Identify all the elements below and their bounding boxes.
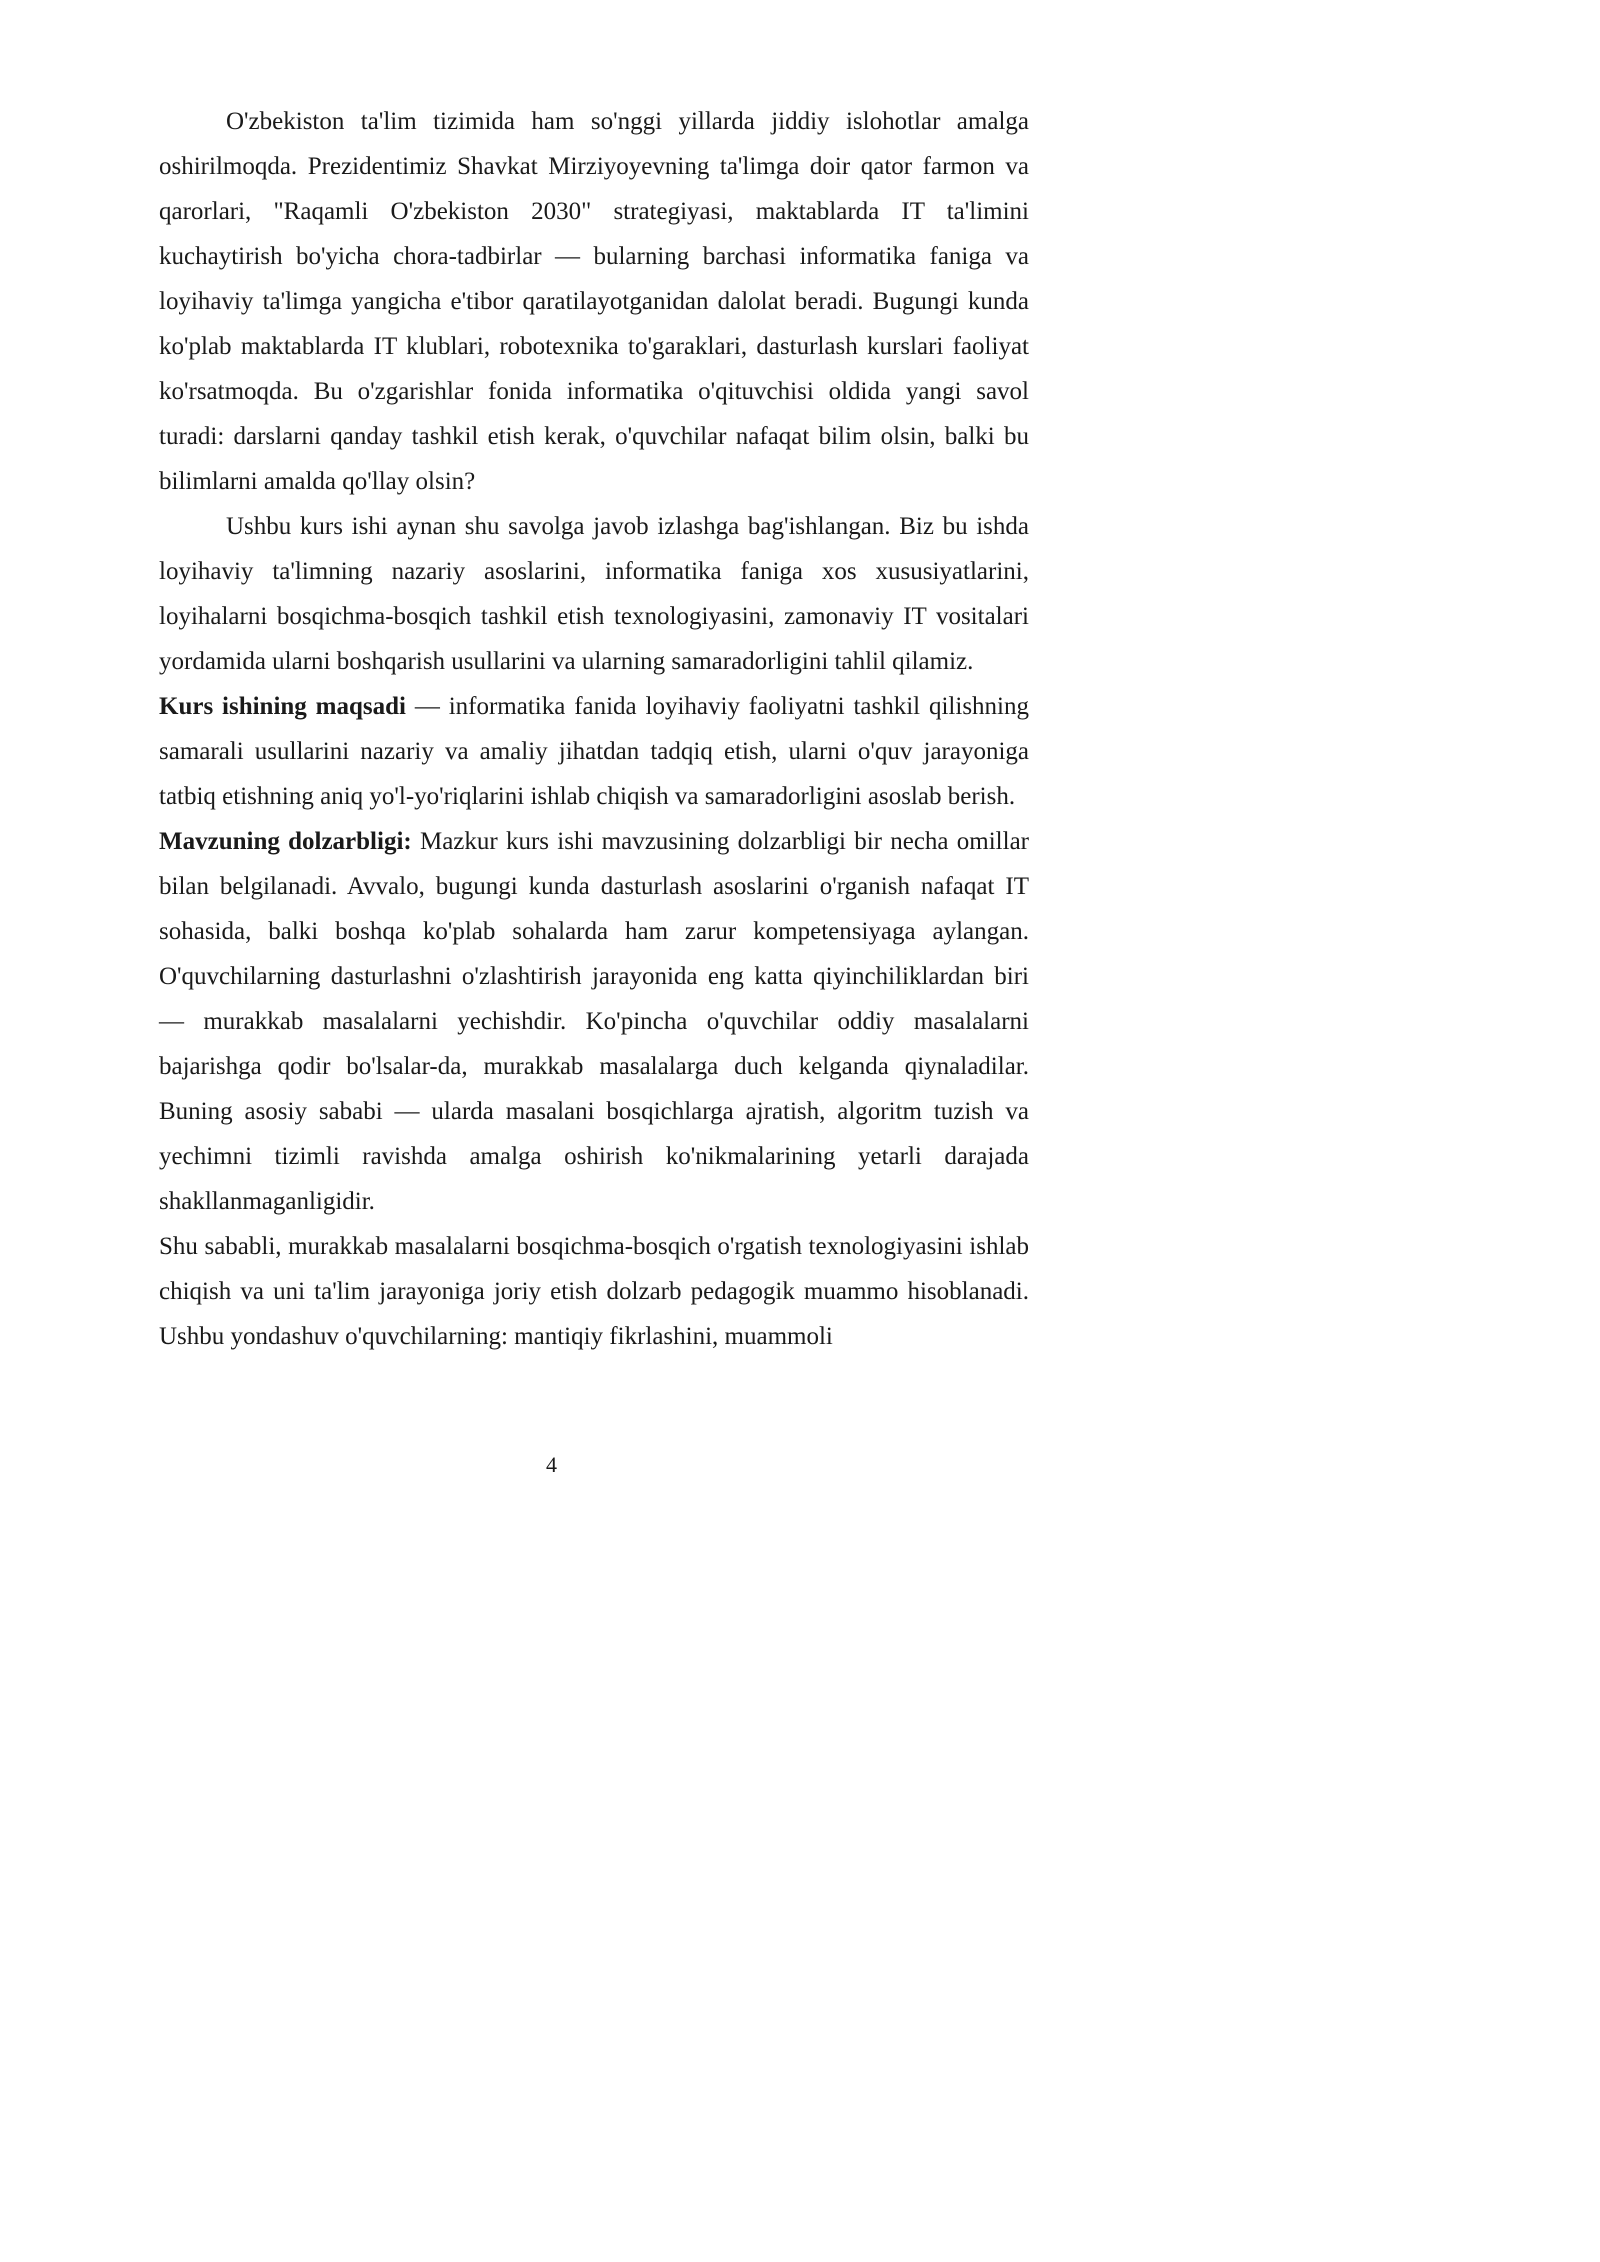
paragraph-reforms <box>159 99 1029 504</box>
paragraph-text: Shu sababli, murakkab masalalarni bosqichma-bosqich o'rgatish texnologiyasini ishlab chiqish va uni ta'lim jarayoniga joriy etish dolzarb pedagogik muammo hisoblanadi. Ushbu yondashuv o'quvchilarning: mantiqiy fikrlashini, muammoli <box>159 1233 1029 1350</box>
body-text <box>159 99 1029 1359</box>
paragraph-text: Mazkur kurs ishi mavzusining dolzarbligi bir necha omillar bilan belgilanadi. Avvalo, bugungi kunda dasturlash asoslarini o'rganish nafaqat IT sohasida, balki boshqa ko'plab sohalarda ham zarur kompetensiyaga aylangan. O'quvchilarning dasturlashni o'zlashtirish jarayonida eng katta qiyinchiliklardan biri — murakkab masalalarni yechishdir. Ko'pincha o'quvchilar oddiy masalalarni bajarishga qodir bo'lsalar-da, murakkab masalalarga duch kelganda qiynaladilar. Buning asosiy sababi — ularda masalani bosqichlarga ajratish, algoritm tuzish va yechimni tizimli ravishda amalga oshirish ko'nikmalarining yetarli darajada shakllanmaganligidir. <box>159 828 1029 1215</box>
paragraph-lead-heading: Mavzuning dolzarbligi: <box>159 828 412 855</box>
paragraph-course-purpose-intro <box>159 504 1029 684</box>
paragraph-text: — informatika fanida loyihaviy faoliyatni tashkil qilishning samarali usullarini nazariy va amaliy jihatdan tadqiq etish, ularni o'quv jarayoniga tatbiq etishning aniq yo'l-yo'riqlarini ishlab chiqish va samaradorligini asoslab berish. <box>159 693 1029 810</box>
paragraph-text: Ushbu kurs ishi aynan shu savolga javob izlashga bag'ishlangan. Biz bu ishda loyihaviy ta'limning nazariy asoslarini, informatika faniga xos xususiyatlarini, loyihalarni bosqichma-bosqich tashkil etish texnologiyasini, zamonaviy IT vositalari yordamida ularni boshqarish usullarini va ularning samaradorligini tahlil qilamiz. <box>159 513 1029 675</box>
document-page <box>0 0 1103 1561</box>
page-number: 4 <box>546 1452 557 1477</box>
paragraph-course-goal <box>159 684 1029 819</box>
paragraph-text: O'zbekiston ta'lim tizimida ham so'nggi yillarda jiddiy islohotlar amalga oshirilmoqda. Prezidentimiz Shavkat Mirziyoyevning ta'limga doir qator farmon va qarorlari, "Raqamli O'zbekiston 2030" strategiyasi, maktablarda IT ta'limini kuchaytirish bo'yicha chora-tadbirlar — bularning barchasi informatika faniga va loyihaviy ta'limga yangicha e'tibor qaratilayotganidan dalolat beradi. Bugungi kunda ko'plab maktablarda IT klublari, robotexnika to'garaklari, dasturlash kurslari faoliyat ko'rsatmoqda. Bu o'zgarishlar fonida informatika o'qituvchisi oldida yangi savol turadi: darslarni qanday tashkil etish kerak, o'quvchilar nafaqat bilim olsin, balki bu bilimlarni amalda qo'llay olsin? <box>159 108 1029 495</box>
paragraph-lead-heading: Kurs ishining maqsadi <box>159 693 406 720</box>
paragraph-topic-relevance <box>159 819 1029 1224</box>
paragraph-conclusion <box>159 1224 1029 1359</box>
